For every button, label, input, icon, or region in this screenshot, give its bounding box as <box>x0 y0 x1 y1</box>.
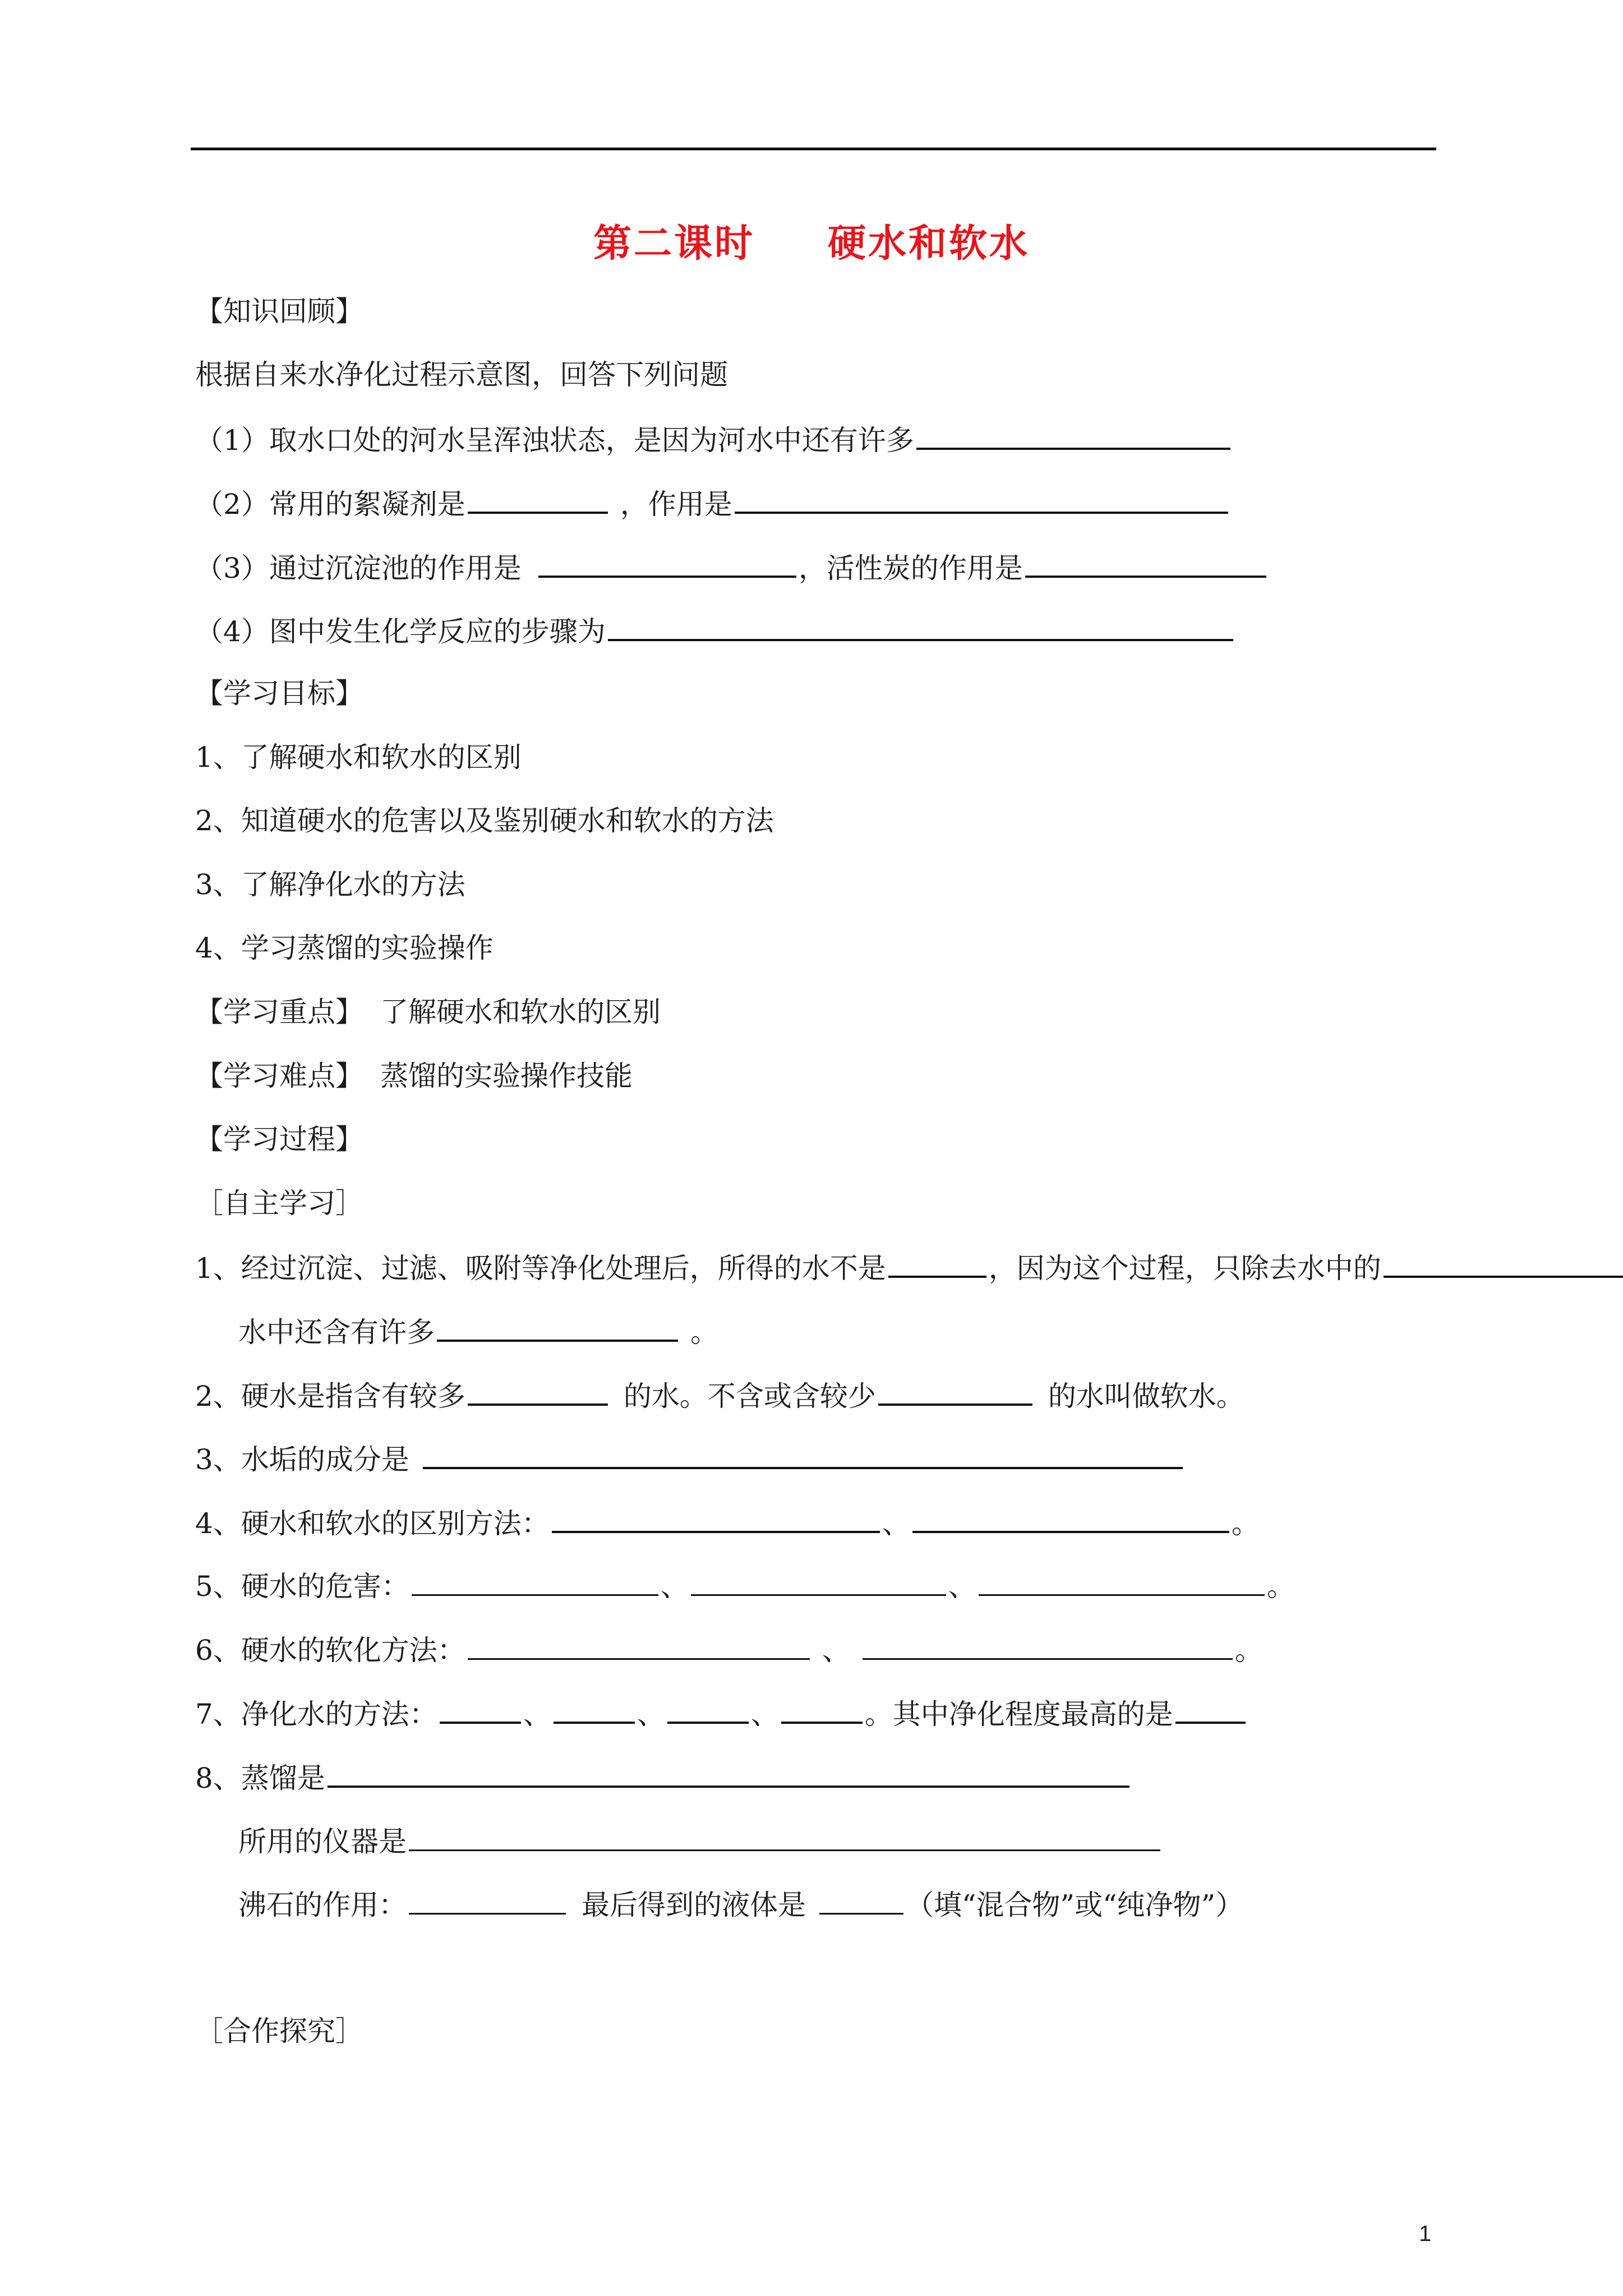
answer-blank[interactable] <box>468 1632 810 1660</box>
self-study-q1-cont: 水中还含有许多 。 <box>238 1314 718 1349</box>
goal-item: 2、知道硬水的危害以及鉴别硬水和软水的方法 <box>195 804 774 837</box>
process-heading: 【学习过程】 <box>195 1123 363 1156</box>
answer-blank[interactable] <box>863 1632 1233 1660</box>
page-title <box>0 213 1623 268</box>
answer-blank[interactable] <box>667 1696 749 1724</box>
self-study-q8-boiling-chips: 沸石的作用： 最后得到的液体是 （填“混合物”或“纯净物”） <box>238 1887 1243 1922</box>
answer-blank[interactable] <box>1175 1696 1246 1724</box>
goal-item: 1、了解硬水和软水的区别 <box>195 741 522 774</box>
answer-blank[interactable] <box>440 1696 521 1724</box>
answer-blank[interactable] <box>409 1887 566 1915</box>
header-rule <box>191 148 1436 150</box>
answer-blank[interactable] <box>554 1696 635 1724</box>
difficulty-text: 蒸馏的实验操作技能 <box>380 1060 633 1092</box>
answer-blank[interactable] <box>328 1760 1129 1788</box>
coop-heading: ［合作探究］ <box>195 2015 363 2047</box>
answer-blank[interactable] <box>538 550 796 578</box>
self-study-q5: 5、硬水的危害： 、 、 。 <box>195 1568 1295 1603</box>
focus-line <box>195 995 661 1029</box>
goal-item: 4、学习蒸馏的实验操作 <box>195 932 494 964</box>
review-q1: （1）取水口处的河水呈浑浊状态，是因为河水中还有许多 <box>195 422 1233 457</box>
answer-blank[interactable] <box>1025 550 1266 578</box>
self-study-heading: ［自主学习］ <box>195 1187 363 1220</box>
goal-item: 3、了解净化水的方法 <box>195 868 465 901</box>
self-study-q1: 1、经过沉淀、过滤、吸附等净化处理后，所得的水不是 ，因为这个过程，只除去水中的 <box>195 1250 1623 1285</box>
focus-text: 了解硬水和软水的区别 <box>380 996 661 1028</box>
answer-blank[interactable] <box>912 1505 1229 1533</box>
review-q3: （3）通过沉淀池的作用是 ，活性炭的作用是 <box>195 550 1269 585</box>
answer-blank[interactable] <box>691 1568 946 1596</box>
answer-blank[interactable] <box>409 1824 1160 1851</box>
answer-blank[interactable] <box>608 613 1233 641</box>
answer-blank[interactable] <box>888 1250 986 1278</box>
answer-blank[interactable] <box>423 1441 1183 1469</box>
difficulty-label: 【学习难点】 <box>195 1060 363 1092</box>
answer-blank[interactable] <box>468 486 608 514</box>
difficulty-line <box>195 1059 633 1093</box>
self-study-q4: 4、硬水和软水的区别方法： 、 。 <box>195 1505 1260 1540</box>
self-study-q6: 6、硬水的软化方法： 、 。 <box>195 1632 1263 1667</box>
self-study-q7: 7、净化水的方法： 、 、 、 。其中净化程度最高的是 <box>195 1696 1248 1731</box>
self-study-q8-apparatus: 所用的仪器是 <box>238 1824 1163 1858</box>
answer-blank[interactable] <box>979 1568 1265 1596</box>
answer-blank[interactable] <box>412 1568 658 1596</box>
answer-blank[interactable] <box>1384 1250 1623 1278</box>
answer-blank[interactable] <box>878 1378 1032 1406</box>
answer-blank[interactable] <box>437 1314 678 1342</box>
self-study-q2: 2、硬水是指含有较多 的水。不含或含较少 的水叫做软水。 <box>195 1378 1244 1413</box>
review-intro: 根据自来水净化过程示意图，回答下列问题 <box>195 358 728 391</box>
title-lesson: 第二课时 <box>593 221 755 266</box>
answer-blank[interactable] <box>916 422 1230 450</box>
review-q4: （4）图中发生化学反应的步骤为 <box>195 613 1235 648</box>
answer-blank[interactable] <box>819 1887 903 1915</box>
answer-blank[interactable] <box>781 1696 863 1724</box>
review-heading: 【知识回顾】 <box>195 295 363 328</box>
self-study-q8: 8、蒸馏是 <box>195 1760 1132 1795</box>
answer-blank[interactable] <box>552 1505 880 1533</box>
focus-label: 【学习重点】 <box>195 996 363 1028</box>
self-study-q3: 3、水垢的成分是 <box>195 1441 1185 1476</box>
goals-heading: 【学习目标】 <box>195 677 363 710</box>
answer-blank[interactable] <box>468 1378 608 1406</box>
review-q2: （2）常用的絮凝剂是 ，作用是 <box>195 486 1230 521</box>
page-number: 1 <box>1419 2221 1432 2246</box>
title-topic: 硬水和软水 <box>828 221 1030 266</box>
answer-blank[interactable] <box>735 486 1228 514</box>
